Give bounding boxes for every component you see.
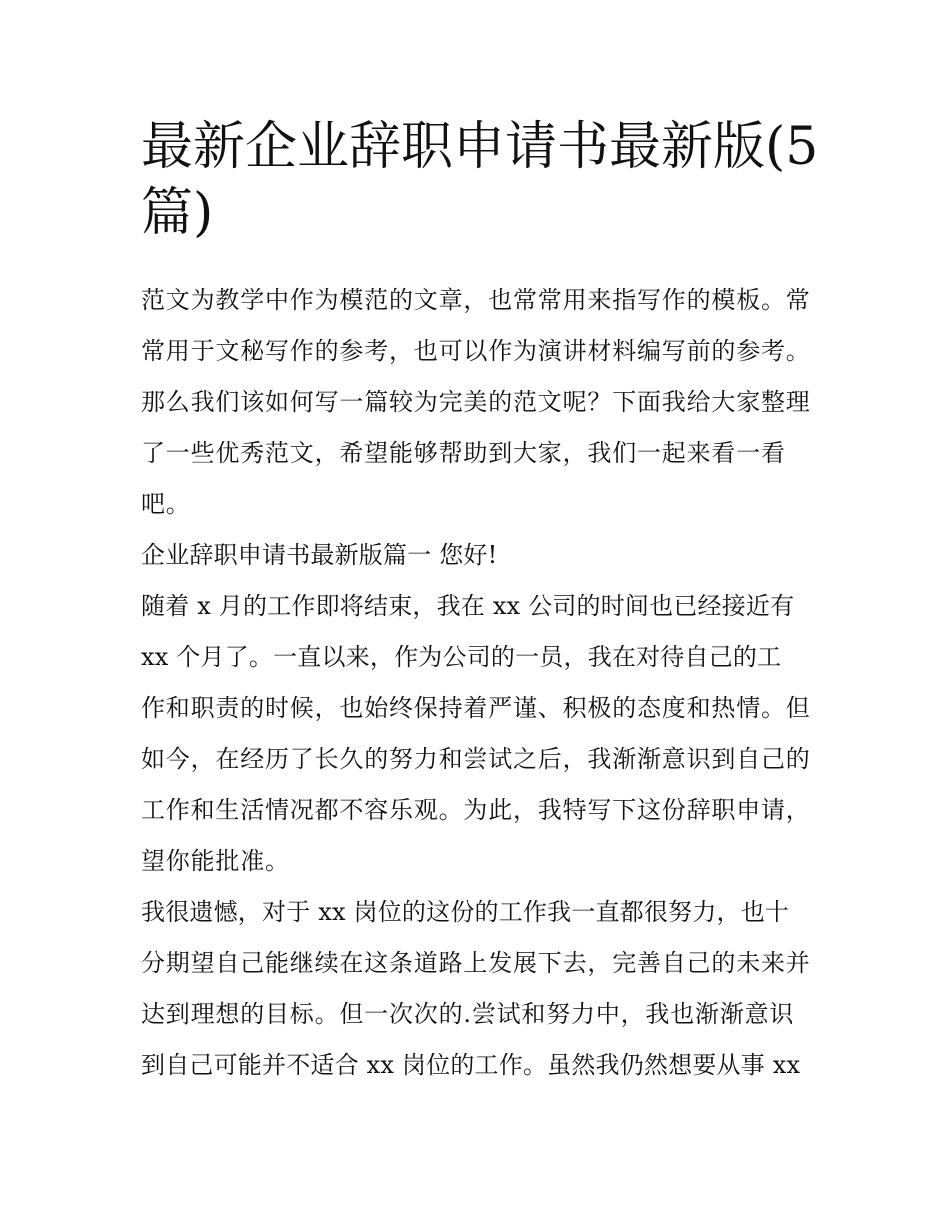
title-line-1: 最新企业辞职申请书最新版(5 — [141, 117, 819, 177]
body-line: 了一些优秀范文，希望能够帮助到大家，我们一起来看一看 — [141, 439, 786, 467]
body-line: xx 个月了。一直以来，作为公司的一员，我在对待自己的工 — [141, 643, 782, 671]
body-line: 随着 x 月的工作即将结束，我在 xx 公司的时间也已经接近有 — [141, 592, 795, 620]
document-title — [141, 114, 821, 246]
body-line: 我很遗憾，对于 xx 岗位的这份的工作我一直都很努力，也十 — [141, 898, 790, 926]
body-line: 常用于文秘写作的参考，也可以作为演讲材料编写前的参考。 — [141, 337, 811, 365]
body-line: 那么我们该如何写一篇较为完美的范文呢？下面我给大家整理 — [141, 388, 811, 416]
body-line: 达到理想的目标。但一次次的.尝试和努力中，我也渐渐意识 — [141, 1000, 795, 1028]
body-line: 到自己可能并不适合 xx 岗位的工作。虽然我仍然想要从事 xx — [141, 1051, 801, 1079]
body-line: 如今，在经历了长久的努力和尝试之后，我渐渐意识到自己的 — [141, 745, 811, 773]
body-line: 吧。 — [141, 490, 191, 518]
document-body — [141, 278, 821, 1094]
body-line: 工作和生活情况都不容乐观。为此，我特写下这份辞职申请， — [141, 796, 811, 824]
section-heading: 企业辞职申请书最新版篇一 您好! — [141, 541, 498, 569]
body-line: 分期望自己能继续在这条道路上发展下去，完善自己的未来并 — [141, 949, 811, 977]
body-line: 作和职责的时候，也始终保持着严谨、积极的态度和热情。但 — [141, 694, 811, 722]
title-line-2: 篇) — [141, 183, 214, 243]
body-line: 望你能批准。 — [141, 847, 290, 875]
body-line: 范文为教学中作为模范的文章，也常常用来指写作的模板。常 — [141, 286, 811, 314]
